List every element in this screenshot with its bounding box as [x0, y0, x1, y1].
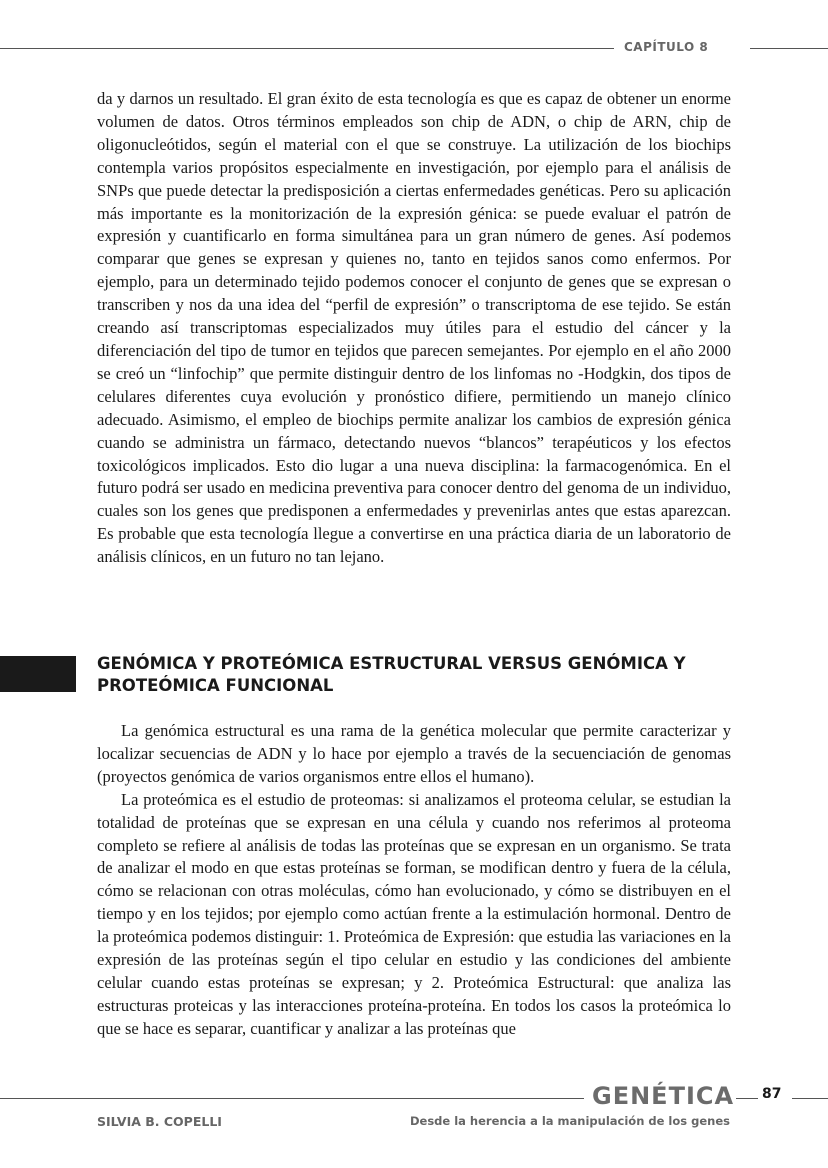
section-text-block: [97, 720, 731, 1041]
footer-rule: [736, 1098, 758, 1099]
footer-author: SILVIA B. COPELLI: [97, 1114, 222, 1129]
footer-book-title: GENÉTICA: [592, 1082, 735, 1110]
footer-subtitle: Desde la herencia a la manipulación de los genes: [409, 1114, 730, 1128]
chapter-label: CAPÍTULO 8: [624, 40, 709, 54]
header-rule: [0, 48, 614, 49]
section-marker-bar: [0, 656, 76, 692]
footer-rule: [792, 1098, 828, 1099]
intro-paragraph: da y darnos un resultado. El gran éxito de esta tecnología es que es capaz de obtener un enorme volumen de datos. Otros términos empleados son chip de ADN, o chip de ARN, chip de oligonucleótidos, según el material con el que se construye. La utilización de los biochips contempla varios propósitos especialmente en investigación, por ejemplo para el análisis de SNPs que puede detectar la predisposición a ciertas enfermedades genéticas. Pero su aplicación más importante es la monitorización de la expresión génica: se puede evaluar el patrón de expresión y cuantificarlo en forma simultánea para un gran número de genes. Así podemos comparar que genes se expresan y quienes no, tanto en tejidos sanos como enfermos. Por ejemplo, para un determinado tejido podemos conocer el conjunto de genes que se expresan o transcriben y nos da una idea del “perfil de expresión” o transcriptoma de ese tejido. Se están creando así transcriptomas especializados muy útiles para el estudio del cáncer y la diferenciación del tipo de tumor en tejidos que parecen semejantes. Por ejemplo en el año 2000 se creó un “linfochip” que permite distinguir dentro de los linfomas no -Hodgkin, dos tipos de celulares diferentes cuya evolución y pronóstico difiere, permitiendo un manejo clínico adecuado. Asimismo, el empleo de biochips permite analizar los cambios de expresión génica cuando se administra un fármaco, detectando nuevos “blancos” terapéuticos y los efectos toxicológicos implicados. Esto dio lugar a una nueva disciplina: la farmacogenómica. En el futuro podrá ser usado en medicina preventiva para conocer dentro del genoma de un individuo, cuales son los genes que predisponen a enfermedades y prevenirlas antes que estas aparezcan. Es probable que esta tecnología llegue a convertirse en una práctica diaria de un laboratorio de análisis clínicos, en un futuro no tan lejano.: [97, 89, 731, 567]
section-paragraph: La proteómica es el estudio de proteomas: si analizamos el proteoma celular, se estudian la totalidad de proteínas que se expresan en una célula y cuando nos referimos al proteoma completo se refiere al análisis de todas las proteínas que se expresan en un organismo. Se trata de analizar el modo en que estas proteínas se forman, se modifican dentro y fuera de la célula, cómo se relacionan con otras moléculas, cómo han evolucionado, y cómo se distribuyen en el tiempo y en los tejidos; por ejemplo como actúan frente a la estimulación hormonal. Dentro de la proteómica podemos distinguir: 1. Proteómica de Expresión: que estudia las variaciones en la expresión de las proteínas según el tipo celular en estudio y las condiciones del ambiente celular cuando estas proteínas se expresan; y 2. Proteómica Estructural: que analiza las estructuras proteicas y las interacciones proteína-proteína. En todos los casos la proteómica lo que se hace es separar, cuantificar y analizar a las proteínas que: [97, 789, 731, 1038]
footer-rule: [0, 1098, 584, 1099]
section-paragraph: La genómica estructural es una rama de la genética molecular que permite caracterizar y localizar secuencias de ADN y lo hace por ejemplo a través de la secuenciación de genomas (proyectos genómica de varios organismos entre ellos el humano).: [97, 721, 731, 786]
intro-text-block: [97, 88, 731, 569]
section-heading: GENÓMICA Y PROTEÓMICA ESTRUCTURAL VERSUS GENÓMICA Y PROTEÓMICA FUNCIONAL: [97, 654, 686, 695]
page-number: 87: [762, 1086, 782, 1102]
header-rule: [750, 48, 828, 49]
